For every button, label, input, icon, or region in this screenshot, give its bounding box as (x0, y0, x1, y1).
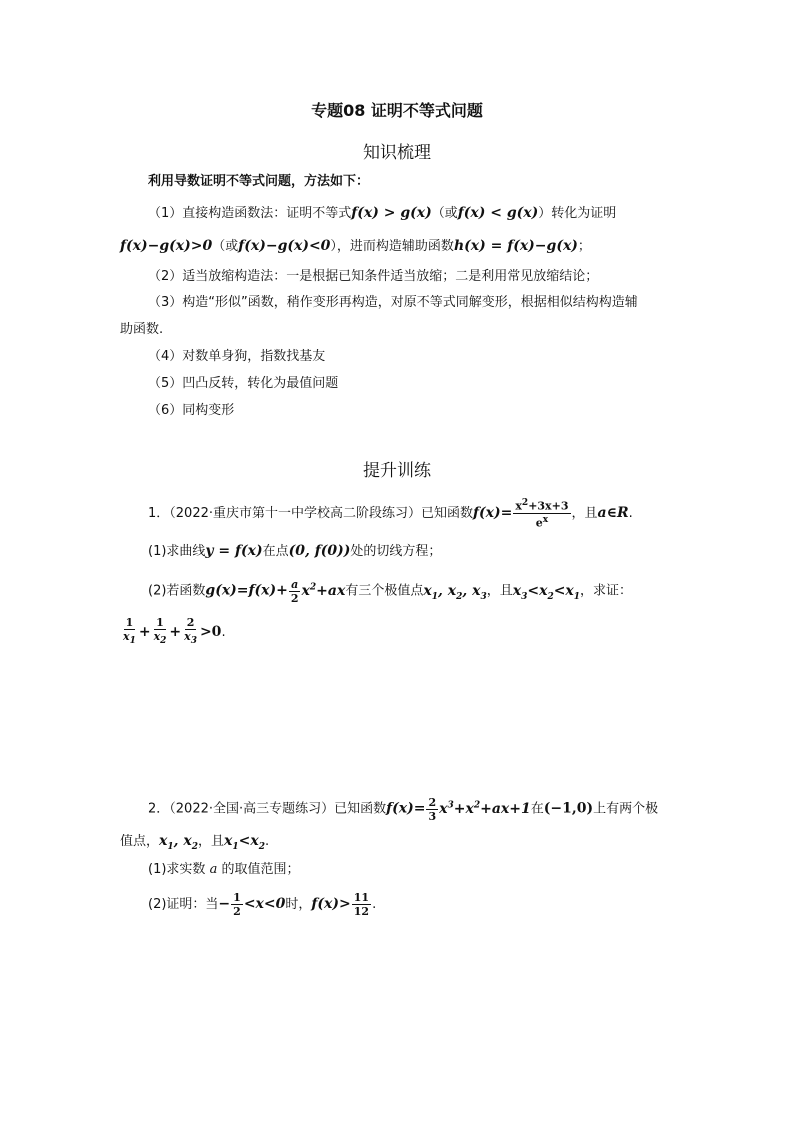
problem-2-statement: 2．（2022·全国·高三专题练习）已知函数f(x)= $\frac{2}{3}$ $x^3+x^2+ax+1$在(−1,0)上有两个极 (148, 795, 659, 823)
math-f-gt-g: f(x) > g(x) (351, 205, 432, 221)
method-2: （2）适当放缩构造法：一是根据已知条件适当放缩；二是利用常见放缩结论； (148, 269, 599, 284)
method-6: （6）同构变形 (148, 403, 235, 418)
problem-2-question-1: (1)求实数 a 的取值范围； (148, 862, 300, 877)
math-g-rest: $x^2+ax$ (301, 582, 346, 599)
math-fraction-a-over-2: $\frac{a}{2}$ (290, 577, 299, 605)
math-h-def: h(x) = f(x)−g(x) (453, 238, 578, 254)
math-y-eq-f: y = f(x) (205, 543, 263, 559)
math-f2-def: f(x)= (386, 800, 426, 817)
problem-1-question-1: (1)求曲线y = f(x)在点(0, f(0))处的切线方程； (148, 543, 442, 559)
section-heading-training: 提升训练 (363, 461, 431, 481)
problem-2-question-2: (2)证明：当− $\frac{1}{2}$ <x<0时，f(x)> $\frac{11}{12}$ . (148, 891, 377, 918)
method-3-line-2: 助函数. (120, 322, 164, 337)
math-x1-x2-x3: $x_1$, $x_2$, $x_3$ (423, 582, 487, 602)
math-point: (0, f(0)) (288, 543, 351, 559)
math-frac-1-x1: $\frac{1}{x_1}$ (123, 616, 136, 647)
math-fraction-1-2: $\frac{1}{2}$ (233, 891, 241, 918)
problem-1-question-2: (2)若函数g(x)=f(x)+ $\frac{a}{2}$ $x^2+ax$有三个极值点$x_1$, $x_2$, $x_3$，且$x_3<x_2<x_1$，求证： (148, 577, 633, 605)
method-3-line-1: （3）构造“形似”函数，稍作变形再构造，对原不等式同解变形，根据相似结构构造辅 (148, 295, 638, 310)
math-frac-2-x3: $\frac{2}{x_3}$ (184, 616, 197, 647)
problem-1-conclusion: $\frac{1}{x_1}$ + $\frac{1}{x_2}$ + $\frac{2}{x_3}$ >0. (123, 616, 226, 647)
page-title: 专题08 证明不等式问题 (311, 101, 483, 120)
math-x1-lt-x2: $x_1<x_2$ (224, 833, 265, 852)
math-f-def: f(x)= (473, 505, 513, 521)
math-interval: (−1,0) (543, 800, 594, 817)
math-f2-rest: $x^3+x^2+ax+1$ (439, 800, 531, 817)
problem-2-line-2: 值点，$x_1$, $x_2$，且$x_1<x_2$. (120, 833, 270, 852)
math-range: <x<0 (243, 896, 286, 912)
math-f-minus-g-gt-0: f(x)−g(x)>0 (120, 238, 213, 254)
math-f-minus-g-lt-0: f(x)−g(x)<0 (238, 238, 331, 254)
method-4: （4）对数单身狗，指数找基友 (148, 349, 326, 364)
intro-text: 利用导数证明不等式问题，方法如下： (148, 174, 370, 189)
math-fraction-11-12: $\frac{11}{12}$ (353, 891, 370, 918)
math-g-def: g(x)=f(x)+ (205, 582, 288, 599)
math-f-lt-g: f(x) < g(x) (457, 205, 539, 221)
math-f-gt: f(x)> (311, 896, 351, 912)
math-order: $x_3<x_2<x_1$ (512, 582, 581, 602)
method-5: （5）凹凸反转，转化为最值问题 (148, 376, 339, 391)
math-x1-x2: $x_1$, $x_2$ (159, 833, 199, 852)
math-fraction-2-3: $\frac{2}{3}$ (428, 795, 437, 823)
method-1-line-2: f(x)−g(x)>0（或f(x)−g(x)<0），进而构造辅助函数h(x) = f(x)−g(x)； (120, 238, 591, 254)
math-var-a: a (209, 862, 218, 877)
method-1-line-1: （1）直接构造函数法：证明不等式f(x) > g(x)（或f(x) < g(x)）转化为证明 (148, 205, 617, 221)
math-fraction-f: $\frac{x^2+3x+3}{e^x}$ (515, 498, 569, 530)
section-heading-knowledge: 知识梳理 (363, 143, 431, 163)
math-frac-1-x2: $\frac{1}{x_2}$ (153, 616, 167, 647)
problem-1-statement: 1．（2022·重庆市第十一中学校高二阶段练习）已知函数f(x)= $\frac{x^2+3x+3}{e^x}$ ，且a∈R. (148, 498, 633, 530)
math-a-in-r: a∈R (597, 505, 629, 521)
